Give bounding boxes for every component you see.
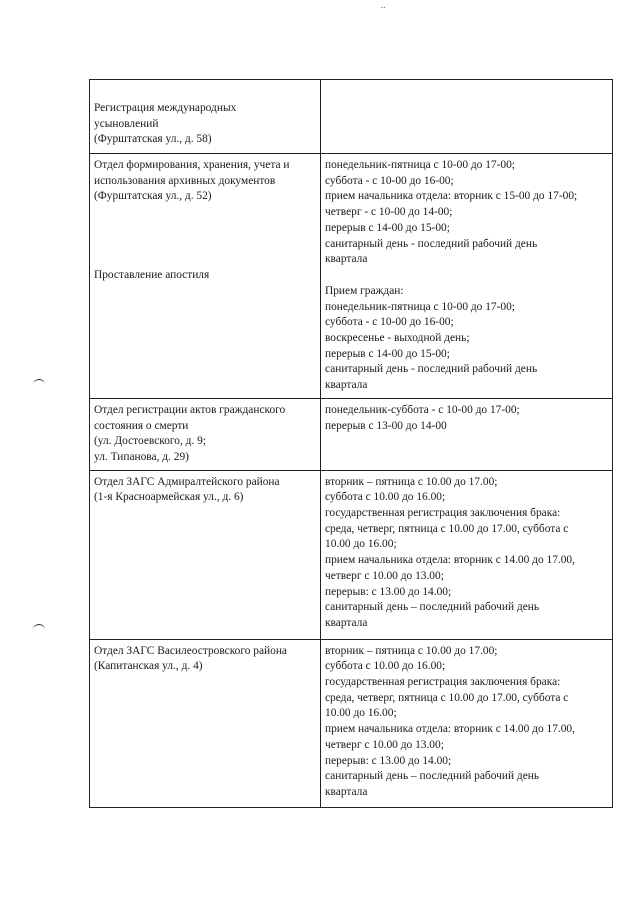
department-name: Регистрация международных: [94, 102, 237, 114]
schedule-line: 10.00 до 16.00;: [325, 707, 397, 720]
department-cell: [90, 154, 321, 399]
department-name: состояния о смерти: [94, 419, 189, 432]
department-address: ул. Типанова, д. 29): [94, 450, 189, 463]
department-name: усыновлений: [94, 117, 159, 130]
department-name: Отдел ЗАГС Василеостровского района: [94, 644, 287, 657]
schedule-line: воскресенье - выходной день;: [325, 332, 470, 345]
schedule-line: прием начальника отдела: вторник с 14.00 до 17.00,: [325, 723, 575, 736]
table-row: [90, 639, 613, 807]
schedule-line: четверг с 10.00 до 13.00;: [325, 738, 444, 751]
schedule-line: 10.00 до 16.00;: [325, 538, 397, 551]
schedule-line: перерыв с 14-00 до 15-00;: [325, 221, 450, 234]
schedule-line: санитарный день - последний рабочий день: [325, 363, 538, 376]
schedule-line: четверг - с 10-00 до 14-00;: [325, 206, 453, 219]
table-row: [90, 154, 613, 399]
margin-pencil-mark: [33, 624, 45, 630]
table-row: [90, 398, 613, 470]
schedule-line: санитарный день - последний рабочий день: [325, 237, 538, 250]
margin-pencil-mark: [33, 379, 45, 385]
schedule-line: квартала: [325, 785, 368, 798]
page-top-mark: ..: [381, 0, 386, 10]
schedule-line: перерыв: с 13.00 до 14.00;: [325, 754, 452, 767]
schedule-line: понедельник-пятница с 10-00 до 17-00;: [325, 159, 515, 171]
schedule-line: квартала: [325, 253, 368, 266]
schedule-line: санитарный день – последний рабочий день: [325, 770, 540, 783]
schedule-line: суббота - с 10-00 до 16-00;: [325, 174, 454, 187]
schedule-line: вторник – пятница с 10.00 до 17.00;: [325, 644, 498, 657]
schedule-cell: [321, 639, 613, 807]
department-cell: [90, 639, 321, 807]
department-cell: [90, 470, 321, 639]
schedule-line: суббота - с 10-00 до 16-00;: [325, 316, 454, 329]
department-name: Отдел регистрации актов гражданского: [94, 403, 286, 416]
schedule-line: перерыв с 14-00 до 15-00;: [325, 347, 450, 360]
schedule-cell: [321, 398, 613, 470]
schedule-line: суббота с 10.00 до 16.00;: [325, 660, 446, 673]
table-row: [90, 80, 613, 154]
table-row: [90, 470, 613, 639]
schedule-table: [89, 79, 613, 808]
department-address: (Фурштатская ул., д. 52): [94, 190, 212, 203]
schedule-cell: [321, 154, 613, 399]
department-name: Отдел формирования, хранения, учета и: [94, 159, 290, 171]
department-address: (1-я Красноармейская ул., д. 6): [94, 491, 244, 504]
schedule-line: вторник – пятница с 10.00 до 17.00;: [325, 475, 498, 488]
schedule-line: среда, четверг, пятница с 10.00 до 17.00, суббота с: [325, 522, 569, 535]
department-name: Отдел ЗАГС Адмиралтейского района: [94, 475, 280, 488]
schedule-line: четверг с 10.00 до 13.00;: [325, 569, 444, 582]
schedule-line: прием начальника отдела: вторник с 14.00 до 17.00,: [325, 554, 575, 567]
department-cell: [90, 80, 321, 154]
schedule-line: квартала: [325, 379, 368, 392]
schedule-line: Прием граждан:: [325, 284, 404, 297]
schedule-line: перерыв с 13-00 до 14-00: [325, 419, 447, 432]
schedule-line: прием начальника отдела: вторник с 15-00 до 17-00;: [325, 190, 578, 203]
schedule-line: перерыв: с 13.00 до 14.00;: [325, 585, 452, 598]
schedule-line: государственная регистрация заключения брака:: [325, 676, 561, 689]
schedule-line: понедельник-пятница с 10-00 до 17-00;: [325, 300, 515, 313]
department-name: использования архивных документов: [94, 174, 276, 187]
schedule-cell: [321, 80, 613, 154]
department-address: (Капитанская ул., д. 4): [94, 660, 203, 673]
schedule-cell: [321, 470, 613, 639]
schedule-line: государственная регистрация заключения брака:: [325, 507, 561, 520]
schedule-line: санитарный день – последний рабочий день: [325, 601, 540, 614]
schedule-line: понедельник-суббота - с 10-00 до 17-00;: [325, 403, 520, 416]
schedule-line: суббота с 10.00 до 16.00;: [325, 491, 446, 504]
department-address: (Фурштатская ул., д. 58): [94, 133, 212, 146]
schedule-line: квартала: [325, 616, 368, 629]
department-address: (ул. Достоевского, д. 9;: [94, 435, 207, 448]
department-cell: [90, 398, 321, 470]
service-name: Проставление апостиля: [94, 269, 210, 282]
schedule-line: среда, четверг, пятница с 10.00 до 17.00, суббота с: [325, 691, 569, 704]
